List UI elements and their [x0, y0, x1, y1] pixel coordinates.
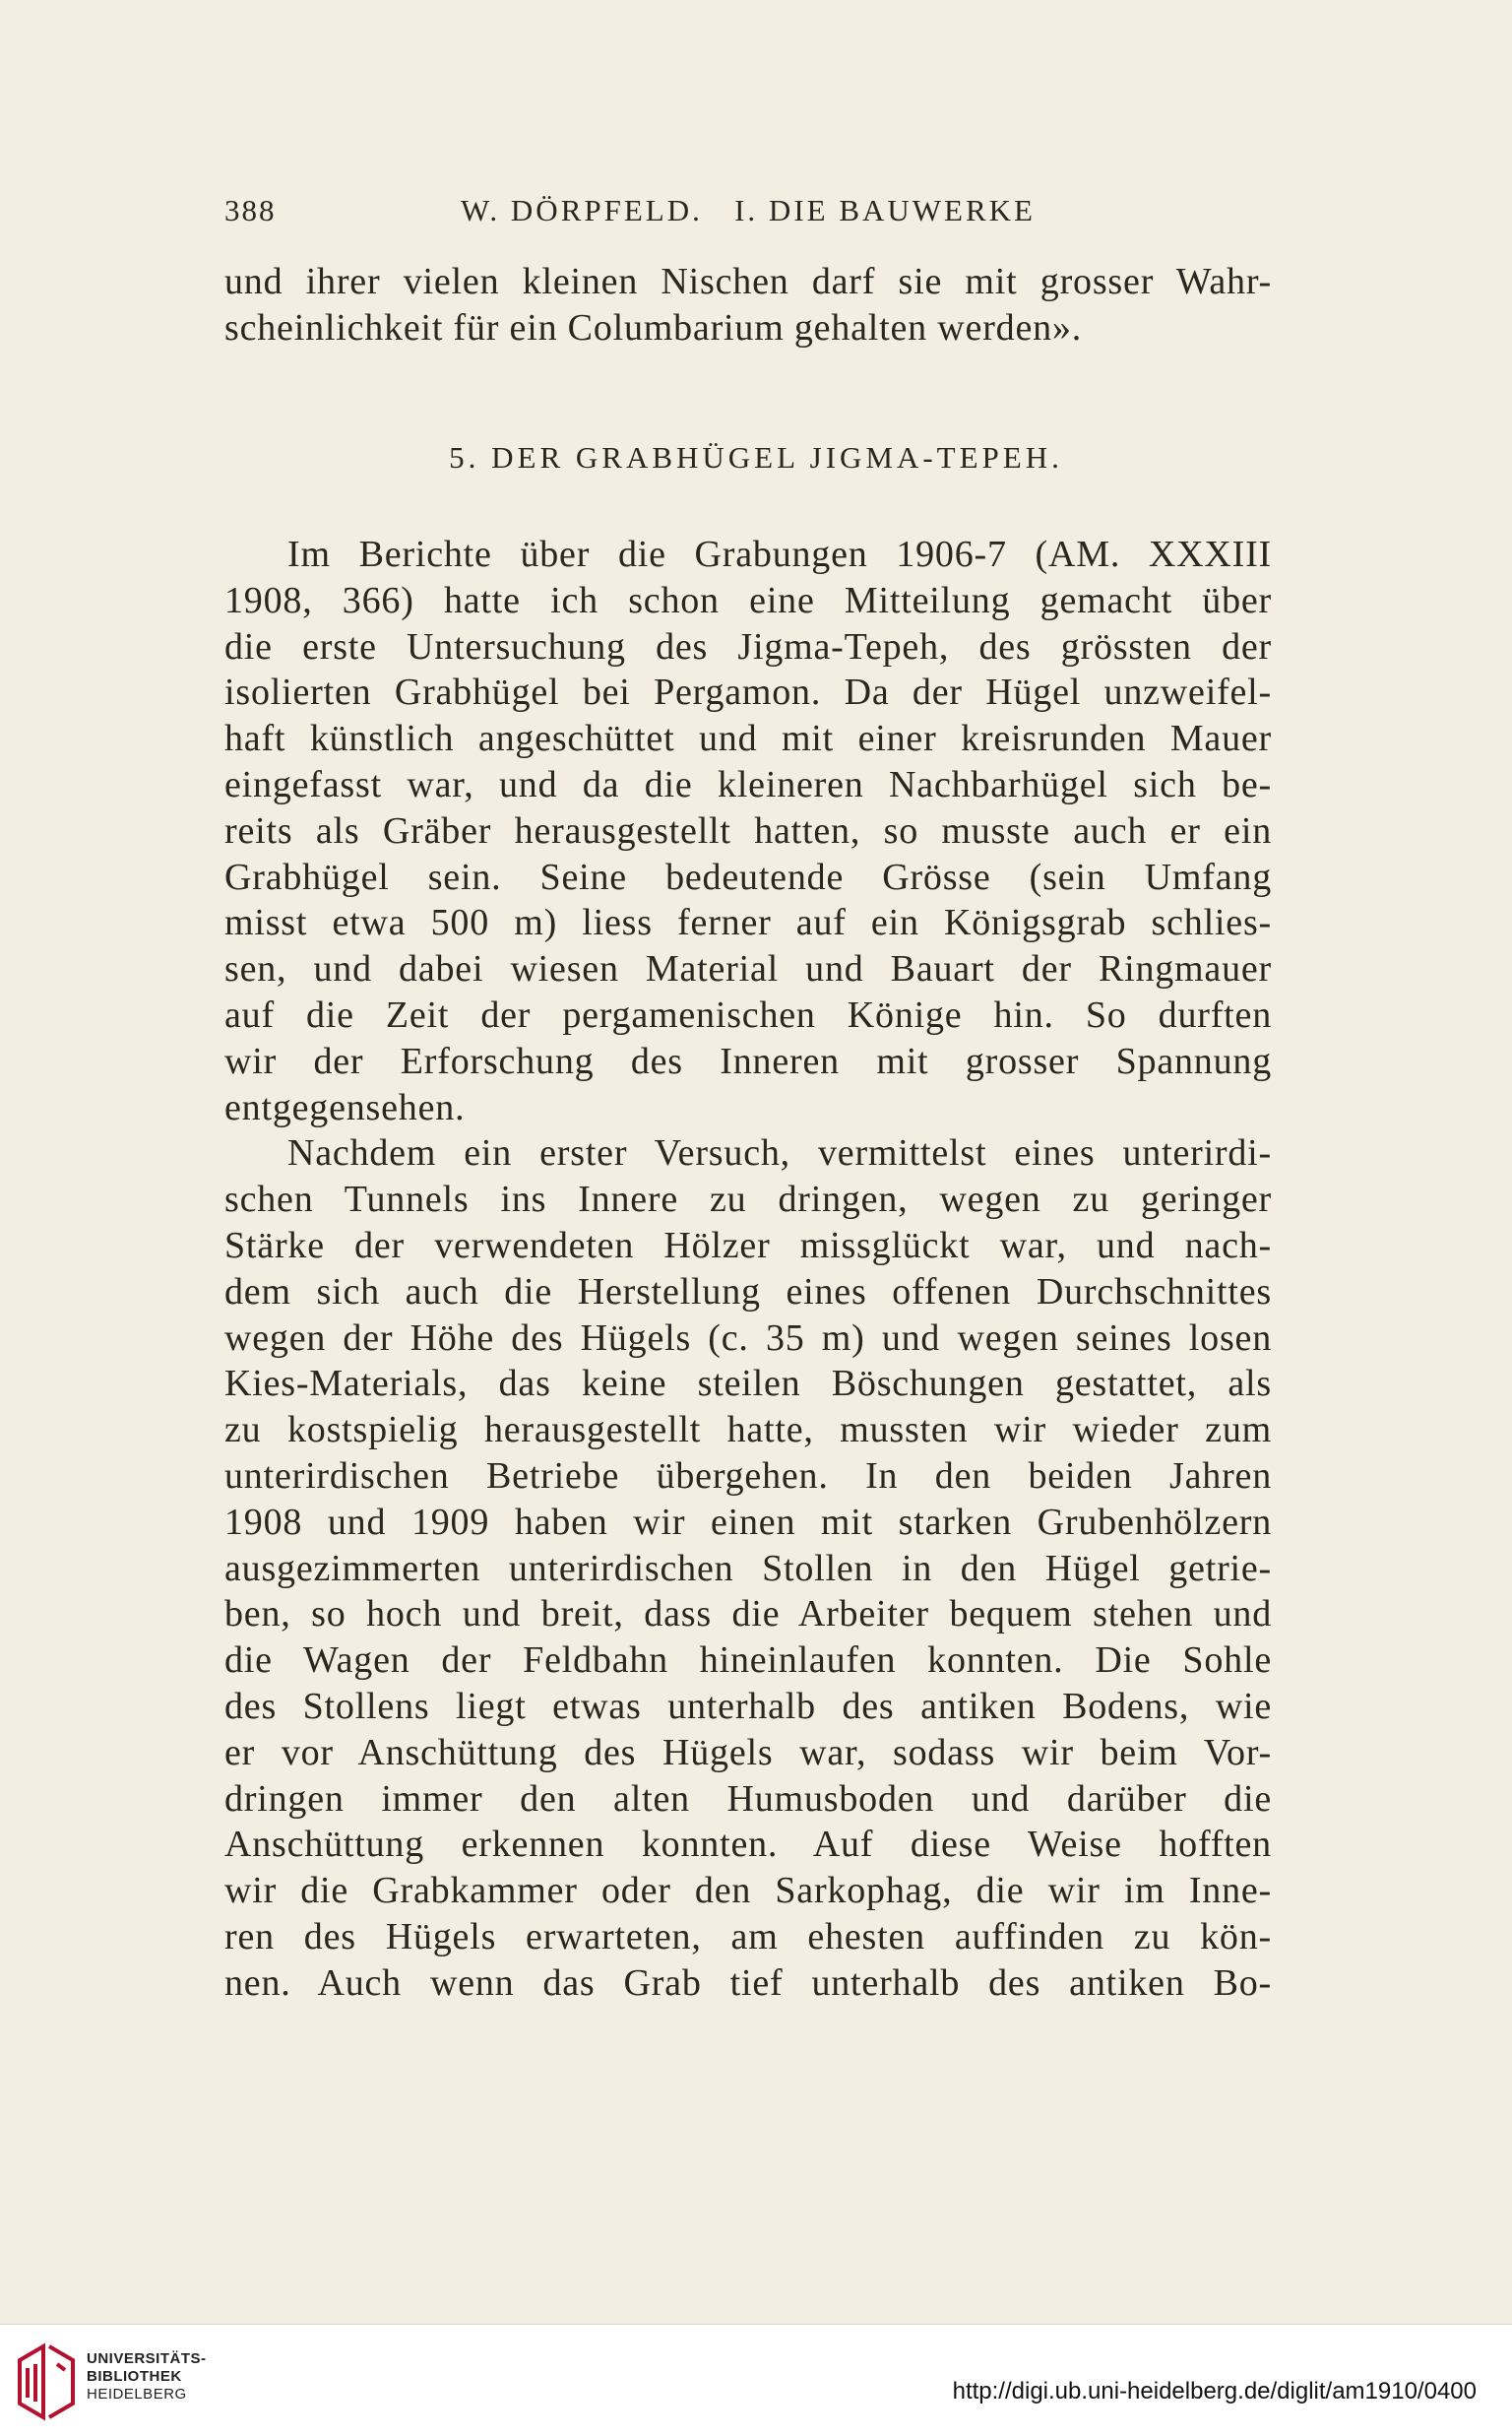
section-heading: 5. DER GRABHÜGEL JIGMA-TEPEH.: [449, 440, 1063, 475]
running-head-title: W. DÖRPFELD. I. DIE BAUWERKE: [461, 193, 1036, 227]
permalink-url[interactable]: http://digi.ub.uni-heidelberg.de/diglit/am1910/0400: [952, 2378, 1477, 2404]
text-line: auf die Zeit der pergamenischen Könige hin. So durften: [224, 994, 1272, 1036]
text-line: dringen immer den alten Humusboden und darüber die: [224, 1777, 1272, 1820]
text-line: dem sich auch die Herstellung eines offenen Durchschnittes: [224, 1270, 1272, 1313]
text-line: Kies-Materials, das keine steilen Böschungen gestattet, als: [224, 1363, 1272, 1405]
text-line: Anschüttung erkennen konnten. Auf diese Weise hofften: [224, 1824, 1272, 1866]
text-line: eingefasst war, und da die kleineren Nachbarhügel sich be-: [224, 763, 1272, 805]
text-line: ren des Hügels erwarteten, am ehesten auffinden zu kön-: [224, 1915, 1272, 1957]
intro-text: [224, 259, 1272, 352]
library-name-line: UNIVERSITÄTS-: [87, 2350, 207, 2367]
text-line: reits als Gräber herausgestellt hatten, so musste auch er ein: [224, 809, 1272, 852]
text-line: wir der Erforschung des Inneren mit grosser Spannung: [224, 1040, 1272, 1082]
text-line: nen. Auch wenn das Grab tief unterhalb des antiken Bo-: [224, 1961, 1272, 2004]
running-head: [224, 193, 1286, 236]
text-line: er vor Anschüttung des Hügels war, sodass wir beim Vor-: [224, 1731, 1272, 1773]
viewer-footer: [0, 2324, 1512, 2436]
text-line: Nachdem ein erster Versuch, vermittelst eines unterirdi-: [287, 1132, 1272, 1175]
library-name-line: HEIDELBERG: [87, 2386, 187, 2403]
text-line: haft künstlich angeschüttet und mit einer kreisrunden Mauer: [224, 718, 1272, 760]
text-line: Stärke der verwendeten Hölzer missglückt war, und nach-: [224, 1224, 1272, 1266]
text-line: die erste Untersuchung des Jigma-Tepeh, des grössten der: [224, 625, 1272, 668]
paragraph-2: [224, 1130, 1272, 2006]
text-line: Grabhügel sein. Seine bedeutende Grösse (sein Umfang: [224, 856, 1272, 898]
paragraph-1: [224, 532, 1272, 1130]
text-line: schen Tunnels ins Innere zu dringen, wegen zu geringer: [224, 1179, 1272, 1221]
text-line: misst etwa 500 m) liess ferner auf ein Königsgrab schlies-: [224, 902, 1272, 944]
library-name: [87, 2350, 207, 2404]
text-line: isolierten Grabhügel bei Pergamon. Da der Hügel unzweifel-: [224, 672, 1272, 714]
body-text: [224, 532, 1272, 2007]
text-line: ausgezimmerten unterirdischen Stollen in den Hügel getrie-: [224, 1547, 1272, 1589]
text-line: Im Berichte über die Grabungen 1906-7 (AM. XXXIII: [287, 534, 1272, 575]
ub-heidelberg-logo-icon: [14, 2340, 79, 2423]
page-number: 388: [224, 193, 277, 227]
text-line: unterirdischen Betriebe übergehen. In den beiden Jahren: [224, 1454, 1272, 1497]
text-line: zu kostspielig herausgestellt hatte, mussten wir wieder zum: [224, 1409, 1272, 1451]
text-line: und ihrer vielen kleinen Nischen darf sie mit grosser Wahr-: [224, 261, 1272, 302]
text-line: die Wagen der Feldbahn hineinlaufen konnten. Die Sohle: [224, 1639, 1272, 1682]
text-line: wir die Grabkammer oder den Sarkophag, die wir im Inne-: [224, 1870, 1272, 1912]
text-line: wegen der Höhe des Hügels (c. 35 m) und wegen seines losen: [224, 1316, 1272, 1359]
text-line: sen, und dabei wiesen Material und Bauart der Ringmauer: [224, 948, 1272, 991]
text-line: 1908 und 1909 haben wir einen mit starken Grubenhölzern: [224, 1501, 1272, 1543]
text-line: entgegensehen.: [224, 1086, 466, 1128]
library-name-line: BIBLIOTHEK: [87, 2368, 182, 2385]
text-line: scheinlichkeit für ein Columbarium gehalten werden».: [224, 306, 1083, 349]
text-line: 1908, 366) hatte ich schon eine Mitteilung gemacht über: [224, 579, 1272, 621]
text-line: des Stollens liegt etwas unterhalb des antiken Bodens, wie: [224, 1685, 1272, 1727]
text-line: ben, so hoch und breit, dass die Arbeiter bequem stehen und: [224, 1593, 1272, 1635]
